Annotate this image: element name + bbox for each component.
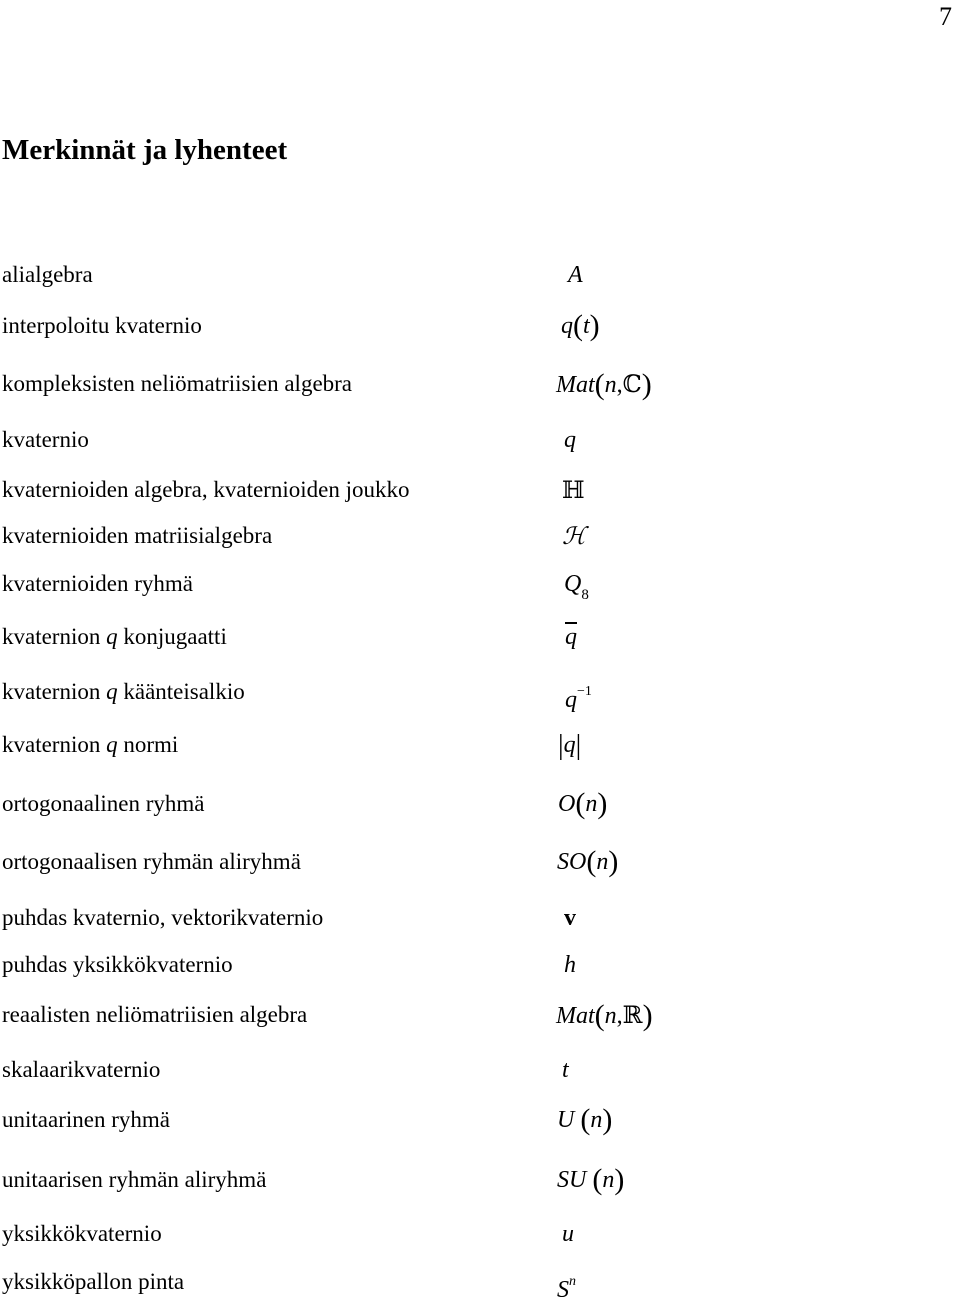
term-label: skalaarikvaternio — [2, 1057, 161, 1082]
symbol: U (n) — [557, 1103, 613, 1136]
term-label: kvaternioiden matriisialgebra — [2, 523, 273, 548]
notation-row — [0, 470, 960, 510]
symbol: |q| — [558, 730, 582, 761]
term-label: yksikkökvaternio — [2, 1221, 162, 1246]
term-label: unitaarisen ryhmän aliryhmä — [2, 1167, 267, 1192]
symbol: $q^{-1}$ — [565, 684, 592, 713]
notation-row — [0, 842, 960, 882]
notation-row — [0, 672, 960, 712]
symbol: Mat(n,ℂ) — [556, 368, 652, 401]
term-label: puhdas yksikkökvaternio — [2, 952, 233, 977]
term-label: alialgebra — [2, 262, 93, 287]
symbol: SO(n) — [557, 845, 619, 878]
symbol: ℍ — [562, 476, 585, 504]
symbol: $S^n$ — [557, 1274, 576, 1303]
symbol: $Q_8$ — [564, 571, 589, 603]
term-label: kvaternion q käänteisalkio — [2, 679, 245, 704]
notation-row — [0, 784, 960, 824]
notation-row — [0, 1214, 960, 1254]
term-label: reaalisten neliömatriisien algebra — [2, 1002, 308, 1027]
symbol: t — [562, 1057, 569, 1083]
term-label: puhdas kvaternio, vektorikvaternio — [2, 905, 324, 930]
page-number: 7 — [939, 2, 952, 31]
symbol: SU (n) — [557, 1163, 625, 1196]
notation-row — [0, 1262, 960, 1302]
symbol: Mat(n,ℝ) — [556, 999, 653, 1032]
term-label: yksikköpallon pinta — [2, 1269, 185, 1294]
notation-row — [0, 255, 960, 295]
symbol: u — [562, 1221, 574, 1247]
term-label: kvaternioiden ryhmä — [2, 571, 193, 596]
symbol: q(t) — [561, 309, 600, 342]
page-title: Merkinnät ja lyhenteet — [2, 134, 288, 166]
term-label: kvaternion q konjugaatti — [2, 624, 227, 649]
term-label: kvaternioiden algebra, kvaternioiden joukko — [2, 477, 410, 502]
notation-row — [0, 420, 960, 460]
term-label: kvaternio — [2, 427, 89, 452]
symbol: O(n) — [558, 787, 608, 820]
symbol: h — [564, 952, 576, 978]
notation-row — [0, 564, 960, 604]
term-label: kvaternion q normi — [2, 732, 179, 757]
notation-row — [0, 1100, 960, 1140]
symbol: v — [564, 905, 576, 931]
notation-row — [0, 898, 960, 938]
notation-row — [0, 364, 960, 404]
notation-row — [0, 1050, 960, 1090]
notation-row — [0, 725, 960, 765]
notation-row — [0, 995, 960, 1035]
notation-row — [0, 516, 960, 556]
symbol: ℋ — [562, 522, 586, 550]
symbol: q — [564, 427, 576, 453]
symbol: $\overline{q}$ — [565, 624, 577, 650]
notation-row — [0, 306, 960, 346]
symbol: A — [568, 262, 583, 288]
term-label: interpoloitu kvaternio — [2, 313, 202, 338]
notation-row — [0, 945, 960, 985]
notation-row — [0, 1160, 960, 1200]
term-label: kompleksisten neliömatriisien algebra — [2, 371, 353, 396]
term-label: unitaarinen ryhmä — [2, 1107, 170, 1132]
notation-row — [0, 617, 960, 657]
term-label: ortogonaalisen ryhmän aliryhmä — [2, 849, 301, 874]
term-label: ortogonaalinen ryhmä — [2, 791, 205, 816]
